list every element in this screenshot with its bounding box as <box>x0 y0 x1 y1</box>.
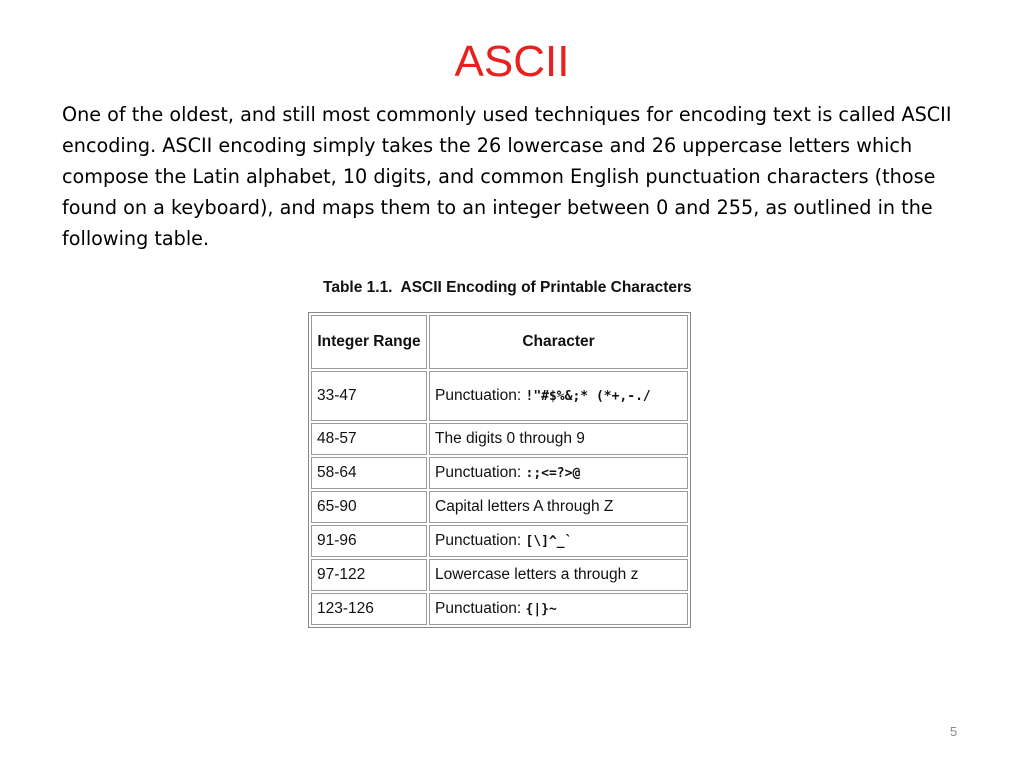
header-character: Character <box>429 315 688 369</box>
slide-body-text: One of the oldest, and still most commonly used techniques for encoding text is called ASCII encoding. ASCII encoding simply takes the 26 lowercase and 26 uppercase letters which compose the Latin alphabet, 10 digits, and common English punctuation characters (those found on a keyboard), and maps them to an integer between 0 and 255, as outlined in the following table. <box>62 103 952 250</box>
range-cell: 123-126 <box>311 593 427 625</box>
table-row <box>311 371 688 421</box>
header-integer-range: Integer Range <box>311 315 427 369</box>
character-text: The digits 0 through 9 <box>435 430 585 447</box>
character-cell <box>429 371 688 421</box>
page-number: 5 <box>950 724 958 739</box>
range-cell: 97-122 <box>311 559 427 591</box>
range-cell: 65-90 <box>311 491 427 523</box>
range-cell: 58-64 <box>311 457 427 489</box>
character-text: Punctuation: <box>435 532 522 549</box>
table-caption: Table 1.1. ASCII Encoding of Printable Characters <box>323 279 692 296</box>
character-cell <box>429 525 688 557</box>
table-row <box>311 593 688 625</box>
character-cell <box>429 593 688 625</box>
ascii-encoding-table <box>308 312 691 628</box>
table-row <box>311 559 688 591</box>
range-cell: 91-96 <box>311 525 427 557</box>
table-row <box>311 491 688 523</box>
slide-title: ASCII <box>454 37 570 86</box>
character-text: Punctuation: <box>435 464 522 481</box>
character-text: Lowercase letters a through z <box>435 566 639 583</box>
character-cell <box>429 457 688 489</box>
character-code: !"#$%&;* (*+,-./ <box>525 389 651 404</box>
table-row <box>311 525 688 557</box>
character-code: [\]^_` <box>525 534 573 549</box>
range-cell: 33-47 <box>311 371 427 421</box>
table-header-row <box>311 315 688 369</box>
table-row <box>311 457 688 489</box>
character-code: :;<=?>@ <box>525 466 581 481</box>
range-cell: 48-57 <box>311 423 427 455</box>
character-cell <box>429 423 688 455</box>
character-text: Capital letters A through Z <box>435 498 614 515</box>
character-code: {|}~ <box>525 602 557 617</box>
character-cell <box>429 559 688 591</box>
character-text: Punctuation: <box>435 387 522 404</box>
character-text: Punctuation: <box>435 600 522 617</box>
table-row <box>311 423 688 455</box>
character-cell <box>429 491 688 523</box>
